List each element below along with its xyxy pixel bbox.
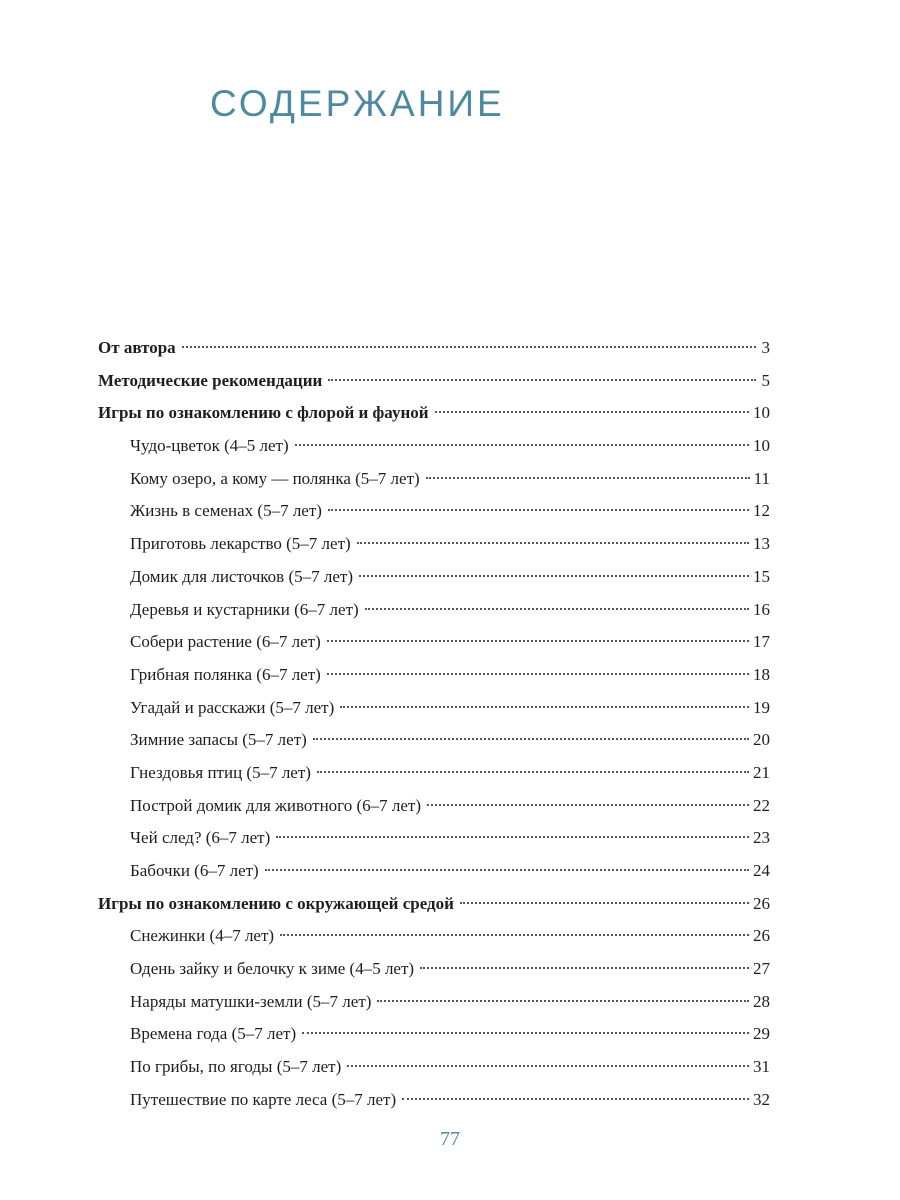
page-title: СОДЕРЖАНИЕ <box>210 82 505 124</box>
table-of-contents <box>98 332 770 1117</box>
dot-leader <box>365 608 749 610</box>
toc-entry-page-number: 32 <box>753 1089 770 1109</box>
toc-entry-label: Зимние запасы (5–7 лет) <box>130 730 307 750</box>
dot-leader <box>460 902 749 904</box>
toc-entry-page-number: 18 <box>753 664 770 684</box>
toc-item-row <box>98 495 770 528</box>
toc-section-row <box>98 332 770 365</box>
toc-entry-page-number: 27 <box>753 959 770 979</box>
toc-section-row <box>98 365 770 398</box>
dot-leader <box>357 542 749 544</box>
toc-entry-page-number: 13 <box>753 534 770 554</box>
toc-item-row <box>98 528 770 561</box>
toc-item-row <box>98 790 770 823</box>
dot-leader <box>402 1098 749 1100</box>
dot-leader <box>420 967 749 969</box>
toc-entry-label: Игры по ознакомлению с окружающей средой <box>98 893 454 913</box>
toc-entry-label: Методические рекомендации <box>98 370 323 390</box>
dot-leader <box>426 477 750 479</box>
dot-leader <box>427 804 749 806</box>
toc-entry-page-number: 29 <box>753 1024 770 1044</box>
toc-section-row <box>98 888 770 921</box>
toc-entry-page-number: 10 <box>753 436 770 456</box>
toc-entry-label: Собери растение (6–7 лет) <box>130 632 321 652</box>
dot-leader <box>327 673 749 675</box>
toc-entry-label: От автора <box>98 338 176 357</box>
toc-entry-label: Домик для листочков (5–7 лет) <box>130 566 353 586</box>
toc-section-row <box>98 397 770 430</box>
toc-item-row <box>98 953 770 986</box>
toc-entry-page-number: 20 <box>753 730 770 750</box>
toc-item-row <box>98 1084 770 1117</box>
toc-item-row <box>98 594 770 627</box>
dot-leader <box>276 836 749 838</box>
toc-entry-page-number: 21 <box>753 762 770 782</box>
toc-item-row <box>98 822 770 855</box>
dot-leader <box>328 379 756 381</box>
toc-entry-page-number: 10 <box>753 403 770 423</box>
toc-item-row <box>98 757 770 790</box>
dot-leader <box>295 444 749 446</box>
toc-entry-page-number: 16 <box>753 599 770 619</box>
toc-entry-page-number: 17 <box>753 632 770 652</box>
dot-leader <box>317 771 749 773</box>
toc-entry-label: Построй домик для животного (6–7 лет) <box>130 795 422 815</box>
toc-entry-page-number: 5 <box>761 370 770 390</box>
toc-entry-page-number: 24 <box>753 861 770 880</box>
dot-leader <box>302 1032 749 1034</box>
dot-leader <box>435 411 749 413</box>
toc-entry-label: По грибы, по ягоды (5–7 лет) <box>130 1057 342 1077</box>
toc-entry-label: Снежинки (4–7 лет) <box>130 926 275 946</box>
toc-entry-label: Одень зайку и белочку к зиме (4–5 лет) <box>130 959 415 979</box>
toc-item-row <box>98 463 770 496</box>
dot-leader <box>377 1000 749 1002</box>
toc-entry-page-number: 23 <box>753 828 770 848</box>
toc-entry-page-number: 28 <box>753 991 770 1011</box>
dot-leader <box>359 575 749 577</box>
toc-entry-label: Гнездовья птиц (5–7 лет) <box>130 762 311 782</box>
toc-entry-label: Игры по ознакомлению с флорой и фауной <box>98 403 429 423</box>
toc-entry-label: Чей след? (6–7 лет) <box>130 828 271 848</box>
toc-item-row <box>98 986 770 1019</box>
dot-leader <box>347 1065 749 1067</box>
toc-entry-page-number: 12 <box>753 501 770 521</box>
toc-entry-label: Бабочки (6–7 лет) <box>130 861 259 880</box>
toc-entry-label: Угадай и расскажи (5–7 лет) <box>130 697 335 717</box>
toc-item-row <box>98 626 770 659</box>
dot-leader <box>340 706 749 708</box>
toc-item-row <box>98 1051 770 1084</box>
dot-leader <box>328 509 749 511</box>
toc-entry-label: Кому озеро, а кому — полянка (5–7 лет) <box>130 468 420 488</box>
toc-entry-page-number: 11 <box>753 468 770 488</box>
toc-entry-page-number: 31 <box>753 1057 770 1077</box>
dot-leader <box>265 869 749 871</box>
dot-leader <box>313 738 749 740</box>
toc-item-row <box>98 724 770 757</box>
toc-entry-label: Жизнь в семенах (5–7 лет) <box>130 501 322 521</box>
dot-leader <box>327 640 749 642</box>
toc-item-row <box>98 659 770 692</box>
toc-entry-page-number: 15 <box>753 566 770 586</box>
toc-item-row <box>98 430 770 463</box>
toc-entry-label: Наряды матушки-земли (5–7 лет) <box>130 991 372 1011</box>
toc-entry-label: Деревья и кустарники (6–7 лет) <box>130 599 359 619</box>
toc-item-row <box>98 692 770 725</box>
dot-leader <box>182 346 756 348</box>
toc-entry-page-number: 22 <box>753 795 770 815</box>
page-number: 77 <box>440 1128 460 1150</box>
toc-entry-label: Приготовь лекарство (5–7 лет) <box>130 534 351 554</box>
toc-entry-page-number: 3 <box>761 338 770 357</box>
toc-entry-label: Времена года (5–7 лет) <box>130 1024 297 1044</box>
toc-entry-label: Чудо-цветок (4–5 лет) <box>130 436 289 456</box>
toc-entry-label: Путешествие по карте леса (5–7 лет) <box>130 1089 397 1109</box>
toc-item-row <box>98 855 770 888</box>
toc-item-row <box>98 561 770 594</box>
toc-entry-label: Грибная полянка (6–7 лет) <box>130 664 321 684</box>
toc-item-row <box>98 920 770 953</box>
dot-leader <box>280 934 749 936</box>
toc-entry-page-number: 26 <box>753 926 770 946</box>
toc-item-row <box>98 1018 770 1051</box>
toc-entry-page-number: 19 <box>753 697 770 717</box>
toc-entry-page-number: 26 <box>753 893 770 913</box>
